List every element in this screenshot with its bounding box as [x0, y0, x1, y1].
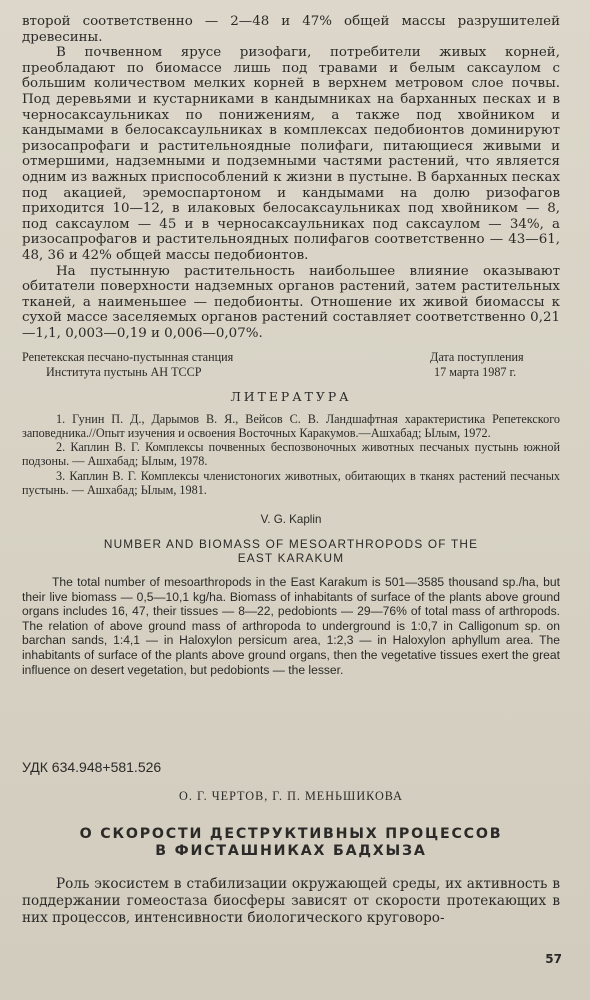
received-date-value: 17 марта 1987 г.	[434, 364, 517, 379]
reference-item: 1. Гунин П. Д., Дарымов В. Я., Вейсов С. В. Ландшафтная характеристика Репетекского заповедника.//Опыт изучения и освоения Восточных Каракумов.—Ашхабад; Ылым, 1972.	[22, 411, 560, 441]
english-title	[22, 538, 560, 565]
article-title-line-2: В ФИСТАШНИКАХ БАДХЫЗА	[155, 843, 427, 860]
english-author: V. G. Kaplin	[260, 513, 322, 527]
paragraph-vegetation-influence: На пустынную растительность наибольшее влияние оказывают обитатели поверхности надземных органов растений, затем растительных тканей, а наименьшее — педобионты. Отношение их живой биомассы к сухой массе заселяемых органов растений составляет соответственно 0,21—1,1, 0,003—0,19 и 0,006—0,07%.	[22, 263, 560, 341]
received-label: Дата поступления	[430, 350, 524, 365]
reference-item: 3. Каплин В. Г. Комплексы членистоногих животных, обитающих в тканях растений песчаных пустынь. — Ашхабад; Ылым, 1981.	[22, 468, 560, 497]
institution	[22, 350, 233, 378]
article-title-line-1: О СКОРОСТИ ДЕСТРУКТИВНЫХ ПРОЦЕССОВ	[79, 826, 503, 843]
english-title-line-2: EAST KARAKUM	[237, 550, 345, 565]
literature-heading: ЛИТЕРАТУРА	[230, 388, 352, 404]
udk-code: УДК 634.948+581.526	[22, 759, 162, 776]
paragraph-soil-layer: В почвенном ярусе ризофаги, потребители живых корней, преобладают по биомассе лишь под травами и белым саксаулом с большим количеством мелких корней в верхнем метровом слое почвы. Под деревьями и кустарниками в кандымниках на барханных песках и в черносаксаульниках по понижениям, а также под хвойником и кандымами в белосаксаульниках в комплексах педобионтов доминируют ризосапрофаги и растительноядные полифаги, питающиеся живыми и отмершими, надземными и подземными частями растений, что является одним из важных приспособлений к жизни в пустыне. В барханных песках под акацией, эремоспартоном и кандымами на долю ризофагов приходится 10—12, в илаковых белосаксаульниках под хвойником — 8, под саксаулом — 45 и в черносаксаульниках под саксаулом — 34%, а ризосапрофагов и растительноядных полифагов соответственно — 43—61, 48, 36 и 42% общей массы педобионтов.	[22, 45, 560, 263]
reference-item: 2. Каплин В. Г. Комплексы почвенных беспозвоночных животных песчаных пустынь южной подзоны. — Ашхабад; Ылым, 1978.	[22, 440, 560, 469]
affiliation-block	[22, 350, 560, 378]
english-abstract: The total number of mesoarthropods in the East Karakum is 501—3585 thousand sp./ha, but their live biomass — 0,5—10,1 kg/ha. Biomass of inhabitants of surface of the plants above ground organs includes 16, 47, their tissues — 8—22, pedobionts — 29—76% of total mass of arthropods. The relation of above ground mass of arthropoda to underground is 1:0,7 in Calligonum sp. on barchan sands, 1:4,1 — in Haloxylon persicum area, 1:2,3 — in Haloxylon aphyllum area. The inhabitants of surface of the plants above ground organs, then the vegetative tissues exert the great influence on desert vegetation, but pedobionts — the lesser.	[22, 575, 560, 677]
institution-line-2: Института пустынь АН ТССР	[46, 364, 202, 379]
article-title	[22, 826, 560, 860]
institution-line-1: Репетекская песчано-пустынная станция	[22, 350, 234, 365]
received-date	[430, 350, 560, 378]
article-intro: Роль экосистем в стабилизации окружающей среды, их активность в поддержании гомеостаза биосферы зависят от скорости протекающих в них процессов, интенсивности биологического круговоро-	[22, 876, 560, 927]
reference-list	[22, 412, 560, 497]
page-number: 57	[545, 952, 562, 966]
article-authors: О. Г. ЧЕРТОВ, Г. П. МЕНЬШИКОВА	[179, 789, 403, 804]
english-title-line-1: NUMBER AND BIOMASS OF MESOARTHROPODS OF THE	[103, 537, 479, 552]
paragraph-continuation: второй соответственно — 2—48 и 47% общей массы разрушителей древесины.	[22, 14, 560, 45]
